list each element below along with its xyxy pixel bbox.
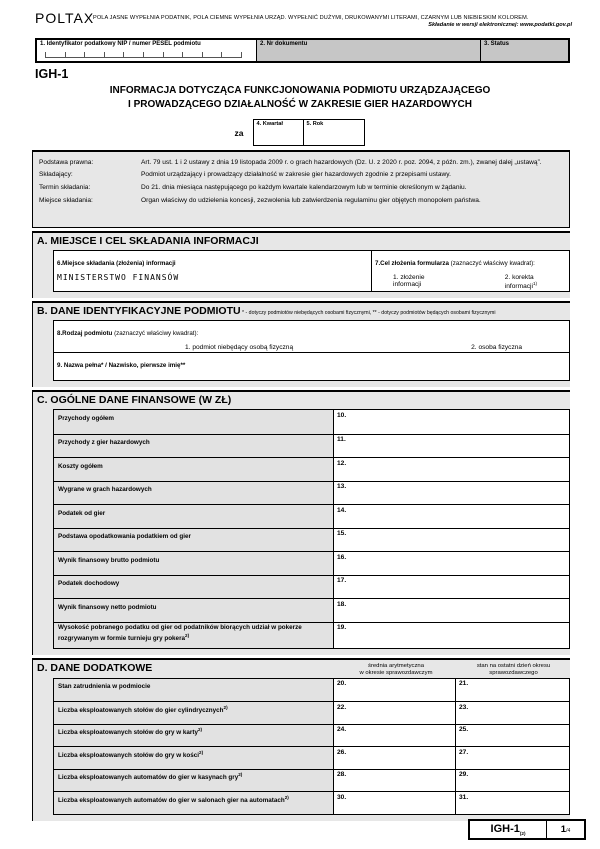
section-d: [32, 658, 570, 821]
section-b-title: B. DANE IDENTYFIKACYJNE PODMIOTU * - dotyczy podmiotów niebędących osobami fizycznymi, ** - dotyczy podmiotów będących osobami fizycznymi: [37, 305, 496, 318]
legal-label: Składający:: [39, 171, 73, 179]
section-c-table: [53, 409, 570, 649]
option-podmiot-niebedacy-osoba-fizyczna[interactable]: 1. podmiot niebędący osobą fizyczną: [185, 344, 294, 352]
field-10-input[interactable]: 10.: [334, 410, 569, 434]
row-label: Wygrane w grach hazardowych: [54, 482, 334, 505]
table-row: [54, 622, 569, 648]
legal-label: Miejsce składania:: [39, 196, 93, 204]
row-label: Wysokość pobranego podatku od gier od podatników biorących udział w pokerze rozgrywanym w formie turnieju gry pokera$^{2)}$: [54, 623, 334, 648]
field-17-input[interactable]: 17.: [334, 576, 569, 599]
field-6-label: 6.Miejsce składania (złożenia) informacji: [57, 260, 176, 267]
row-label: Stan zatrudnienia w podmiocie: [54, 679, 334, 702]
section-c-title: C. OGÓLNE DANE FINANSOWE (W ZŁ): [37, 394, 232, 407]
legal-label: Termin składania:: [39, 183, 91, 191]
table-row: [54, 769, 569, 792]
row-label: Podatek od gier: [54, 505, 334, 528]
nip-pesel-field[interactable]: [37, 40, 256, 61]
section-d-table: [53, 678, 570, 815]
row-label: Podatek dochodowy: [54, 576, 334, 599]
row-label: Liczba eksploatowanych stołów do gier cylindrycznych$^{2)}$: [54, 702, 334, 724]
table-row: [54, 551, 569, 575]
table-row: [54, 410, 569, 434]
field-11-input[interactable]: 11.: [334, 435, 569, 458]
status-field: [480, 40, 568, 61]
section-a: [32, 231, 570, 298]
table-row: [54, 434, 569, 458]
period-row: [0, 119, 600, 146]
field-13-input[interactable]: 13.: [334, 482, 569, 505]
field-28-input[interactable]: 28.: [334, 770, 456, 792]
legal-basis-box: [32, 150, 570, 228]
year-label: 5. Rok: [306, 121, 324, 127]
section-b-table: [53, 320, 570, 381]
legal-text: Podmiot urządzający i prowadzący działalność w zakresie gier hazardowych zgodnie z przepisami ustawy.: [141, 171, 451, 179]
section-d-title: D. DANE DODATKOWE: [37, 661, 153, 674]
table-row: [54, 598, 569, 622]
section-b: [32, 301, 570, 387]
table-row: [54, 679, 569, 702]
field-12-input[interactable]: 12.: [334, 458, 569, 481]
legal-label: Podstawa prawna:: [39, 158, 94, 166]
table-row: [54, 575, 569, 599]
row-label: Liczba eksploatowanych automatów do gier w kasynach gry$^{2)}$: [54, 770, 334, 792]
footer-page-number: 1/4: [560, 824, 571, 835]
table-row: [54, 504, 569, 528]
field-19-input[interactable]: 19.: [334, 623, 569, 648]
column-header-average: średnia arytmetyczna w okresie sprawozdawczym: [359, 662, 433, 677]
field-7-options: [375, 274, 566, 290]
field-7-label: 7.Cel złożenia formularza: [375, 260, 449, 267]
row-label: Liczba eksploatowanych stołów do gry w kości$^{2)}$: [54, 747, 334, 769]
field-18-input[interactable]: 18.: [334, 599, 569, 622]
footer-page-box: [468, 819, 586, 840]
field-8-label: 8.Rodzaj podmiotu: [57, 330, 113, 338]
quarter-label: 4. Kwartał: [256, 121, 283, 127]
section-d-header: [33, 660, 570, 678]
row-label: Liczba eksploatowanych stołów do gry w karty$^{2)}$: [54, 725, 334, 747]
row-label: Wynik finansowy brutto podmiotu: [54, 552, 334, 575]
field-24-input[interactable]: 24.: [334, 725, 456, 747]
field-15-input[interactable]: 15.: [334, 529, 569, 552]
nip-pesel-comb-input[interactable]: [45, 52, 242, 58]
legal-text: Do 21. dnia miesiąca następującego po każdym kwartale kalendarzowym lub w terminie określonym w żądaniu.: [141, 183, 467, 191]
section-a-table: [53, 250, 570, 292]
table-row: [54, 701, 569, 724]
field-21-input[interactable]: 21.: [456, 679, 569, 702]
row-label: Przychody z gier hazardowych: [54, 435, 334, 458]
table-row: [54, 481, 569, 505]
header-instructions-block: [93, 15, 572, 28]
nip-pesel-label: 1. Identyfikator podatkowy NIP / numer PESEL podmiotu: [40, 41, 201, 47]
field-6-place-of-filing[interactable]: [54, 251, 372, 291]
field-9-label: 9. Nazwa pełna* / Nazwisko, pierwsze imię**: [57, 362, 186, 370]
poltax-logo: POLTAX: [35, 10, 95, 26]
field-6-value[interactable]: MINISTERSTWO FINANSÓW: [57, 273, 180, 282]
row-label: Przychody ogółem: [54, 410, 334, 434]
efiling-note: Składanie w wersji elektronicznej: www.podatki.gov.pl: [428, 22, 572, 28]
field-29-input[interactable]: 29.: [456, 770, 569, 792]
table-row: [54, 528, 569, 552]
field-30-input[interactable]: 30.: [334, 792, 456, 814]
option-korekta-informacji[interactable]: 2. korekta informacji$^{1)}$: [504, 274, 538, 291]
form-title-line1: INFORMACJA DOTYCZĄCA FUNKCJONOWANIA PODMIOTU URZĄDZAJĄCEGO: [109, 85, 491, 96]
legal-text: Organ właściwy do udzielenia koncesji, zezwolenia lub zatwierdzenia regulaminu gier objętych monopolem państwa.: [141, 196, 481, 204]
field-20-input[interactable]: 20.: [334, 679, 456, 702]
year-input[interactable]: [304, 120, 364, 145]
field-22-input[interactable]: 22.: [334, 702, 456, 724]
field-31-input[interactable]: 31.: [456, 792, 569, 814]
form-title: [0, 84, 600, 111]
row-label: Podstawa opodatkowania podatkiem od gier: [54, 529, 334, 552]
form-code-heading: IGH-1: [35, 67, 69, 81]
quarter-input[interactable]: [254, 120, 304, 145]
table-row: [54, 791, 569, 814]
form-body: [32, 150, 570, 821]
column-header-last-day: stan na ostatni dzień okresu sprawozdawczego: [476, 662, 551, 677]
legal-row-podstawa: [39, 159, 563, 167]
footnote-ref: 1): [532, 281, 538, 286]
footer-form-code: IGH-$1_{(2)}$: [470, 821, 547, 838]
document-number-field: [256, 40, 480, 61]
field-9-full-name[interactable]: [54, 353, 569, 380]
field-8-options: [57, 344, 566, 351]
section-c: [32, 390, 570, 655]
section-a-title: A. MIEJSCE I CEL SKŁADANIA INFORMACJI: [37, 235, 259, 247]
period-box: [253, 119, 365, 146]
form-title-line2: I PROWADZĄCEGO DZIAŁALNOŚĆ W ZAKRESIE GIER HAZARDOWYCH: [128, 98, 472, 110]
legal-text: Art. 79 ust. 1 i 2 ustawy z dnia 19 listopada 2009 r. o grach hazardowych (Dz. U. z 2020 r. poz. 2094, z późn. zm.), zwanej dalej „ustawą”.: [141, 158, 542, 166]
field-8-entity-type: [54, 321, 569, 353]
field-25-input[interactable]: 25.: [456, 725, 569, 747]
field-26-input[interactable]: 26.: [334, 747, 456, 769]
field-16-input[interactable]: 16.: [334, 552, 569, 575]
status-label: 3. Status: [484, 41, 510, 47]
row-label: Wynik finansowy netto podmiotu: [54, 599, 334, 622]
row-label: Koszty ogółem: [54, 458, 334, 481]
document-number-label: 2. Nr dokumentu: [260, 41, 308, 47]
legal-row-miejsce: [39, 197, 563, 205]
option-osoba-fizyczna[interactable]: 2. osoba fizyczna: [471, 344, 523, 352]
period-za-label: za: [234, 127, 244, 138]
table-row: [54, 457, 569, 481]
table-row: [54, 746, 569, 769]
fill-instructions-text: POLA JASNE WYPEŁNIA PODATNIK, POLA CIEMNE WYPEŁNIA URZĄD. WYPEŁNIĆ DUŻYMI, DRUKOWANYMI LITERAMI, CZARNYM LUB NIEBIESKIM KOLOREM.: [93, 15, 529, 21]
field-7-hint: (zaznaczyć właściwy kwadrat):: [448, 260, 535, 267]
field-7-purpose: [372, 251, 569, 291]
field-8-hint: (zaznaczyć właściwy kwadrat):: [112, 330, 199, 338]
row-label: Liczba eksploatowanych automatów do gier w salonach gier na automatach$^{2)}$: [54, 792, 334, 814]
field-14-input[interactable]: 14.: [334, 505, 569, 528]
footer-form-version: (2): [519, 831, 526, 837]
top-id-fields-row: [35, 38, 570, 63]
legal-row-skladajacy: [39, 171, 563, 179]
table-row: [54, 724, 569, 747]
option-zlozenie-informacji[interactable]: 1. złożenie informacji: [393, 274, 425, 288]
section-b-note: * - dotyczy podmiotów niebędących osobami fizycznymi, ** - dotyczy podmiotów będących osobami fizycznymi: [240, 310, 496, 317]
field-27-input[interactable]: 27.: [456, 747, 569, 769]
field-23-input[interactable]: 23.: [456, 702, 569, 724]
legal-row-termin: [39, 184, 563, 192]
